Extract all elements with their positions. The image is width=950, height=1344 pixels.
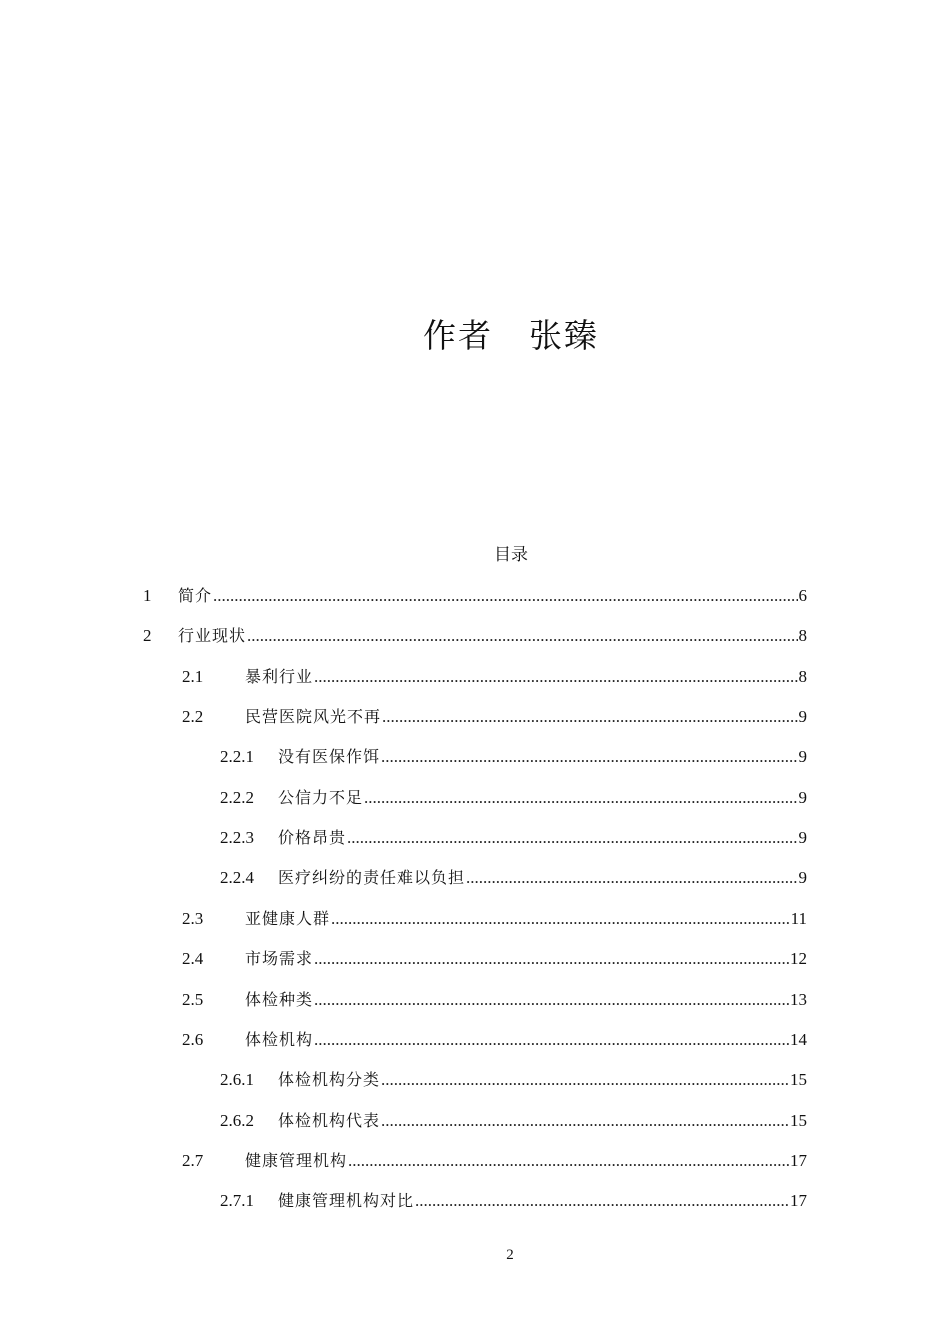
author-name: 张臻 [529, 316, 599, 355]
toc-entry-number: 2.7.1 [220, 1191, 254, 1210]
toc-entry-page: 9 [798, 747, 807, 766]
toc-dot-leader [314, 946, 789, 972]
toc-entry-number: 2.3 [182, 909, 204, 928]
toc-entry[interactable] [220, 785, 807, 811]
toc-entry-number: 2 [143, 626, 152, 645]
toc-entry-title: 公信力不足 [278, 788, 364, 807]
toc-entry[interactable] [220, 825, 807, 851]
toc-entry-number: 2.2.2 [220, 788, 254, 807]
toc-dot-leader [314, 987, 789, 1013]
toc-entry[interactable] [182, 1027, 807, 1053]
toc-dot-leader [314, 664, 797, 690]
toc-dot-leader [364, 785, 797, 811]
toc-entry-number: 2.6.2 [220, 1111, 254, 1130]
toc-entry[interactable] [182, 946, 807, 972]
toc-entry[interactable] [143, 623, 807, 649]
toc-entry-page: 9 [798, 788, 807, 807]
toc-dot-leader [247, 623, 797, 649]
toc-entry-title: 暴利行业 [245, 667, 314, 686]
toc-entry-number: 2.7 [182, 1151, 204, 1170]
toc-entry-title: 简介 [178, 586, 213, 605]
author-line [0, 312, 950, 360]
toc-dot-leader [331, 906, 790, 932]
toc-entry-page: 9 [798, 868, 807, 887]
toc-dot-leader [213, 583, 797, 609]
toc-dot-leader [381, 744, 797, 770]
toc-entry-title: 市场需求 [245, 949, 314, 968]
toc-entry-page: 17 [790, 1191, 807, 1210]
toc-entry-title: 没有医保作饵 [278, 747, 381, 766]
toc-entry-number: 2.1 [182, 667, 204, 686]
toc-entry-title: 体检机构代表 [278, 1111, 381, 1130]
toc-entry[interactable] [220, 865, 807, 891]
toc-dot-leader [382, 704, 797, 730]
toc-entry-title: 健康管理机构 [245, 1151, 348, 1170]
toc-entry[interactable] [182, 906, 807, 932]
toc-entry[interactable] [143, 583, 807, 609]
toc-entry-title: 民营医院风光不再 [245, 707, 382, 726]
toc-entry-number: 2.2.3 [220, 828, 254, 847]
toc-entry[interactable] [220, 1108, 807, 1134]
toc-entry-number: 2.2.4 [220, 868, 254, 887]
toc-entry-number: 2.4 [182, 949, 204, 968]
toc-dot-leader [466, 865, 797, 891]
toc-entry[interactable] [220, 1188, 807, 1214]
toc-entry[interactable] [182, 664, 807, 690]
toc-entry-number: 2.5 [182, 990, 204, 1009]
toc-entry-page: 8 [798, 667, 807, 686]
toc-title: 目录 [494, 545, 528, 565]
toc-entry-number: 2.2 [182, 707, 204, 726]
toc-entry-number: 2.6 [182, 1030, 204, 1049]
toc-entry-title: 行业现状 [178, 626, 247, 645]
toc-entry-title: 亚健康人群 [245, 909, 331, 928]
toc-entry-title: 医疗纠纷的责任难以负担 [278, 868, 466, 887]
toc-entry-title: 体检机构分类 [278, 1070, 381, 1089]
toc-entry-page: 17 [790, 1151, 807, 1170]
toc-dot-leader [381, 1067, 789, 1093]
toc-entry-page: 9 [798, 828, 807, 847]
toc-entry-page: 14 [790, 1030, 807, 1049]
toc-entry[interactable] [220, 1067, 807, 1093]
toc-entry[interactable] [182, 987, 807, 1013]
toc-entry-page: 8 [798, 626, 807, 645]
toc-entry-page: 12 [790, 949, 807, 968]
toc-dot-leader [314, 1027, 789, 1053]
toc-entry[interactable] [182, 1148, 807, 1174]
toc-entry-number: 2.2.1 [220, 747, 254, 766]
toc-dot-leader [348, 1148, 789, 1174]
toc-entry-page: 13 [790, 990, 807, 1009]
toc-entry[interactable] [220, 744, 807, 770]
toc-entry-title: 健康管理机构对比 [278, 1191, 415, 1210]
toc-entry-page: 9 [798, 707, 807, 726]
author-label: 作者 [423, 316, 493, 355]
toc-entry-page: 15 [790, 1111, 807, 1130]
toc-entry-title: 体检机构 [245, 1030, 314, 1049]
toc-entry-page: 11 [790, 909, 807, 928]
toc-entry-page: 15 [790, 1070, 807, 1089]
toc-entry-title: 价格昂贵 [278, 828, 347, 847]
toc-entry[interactable] [182, 704, 807, 730]
toc-entry-number: 1 [143, 586, 152, 605]
toc-dot-leader [415, 1188, 789, 1214]
toc-entry-page: 6 [798, 586, 807, 605]
toc-entry-number: 2.6.1 [220, 1070, 254, 1089]
page-number: 2 [506, 1247, 514, 1263]
toc-dot-leader [381, 1108, 789, 1134]
toc-entry-title: 体检种类 [245, 990, 314, 1009]
toc-dot-leader [347, 825, 797, 851]
